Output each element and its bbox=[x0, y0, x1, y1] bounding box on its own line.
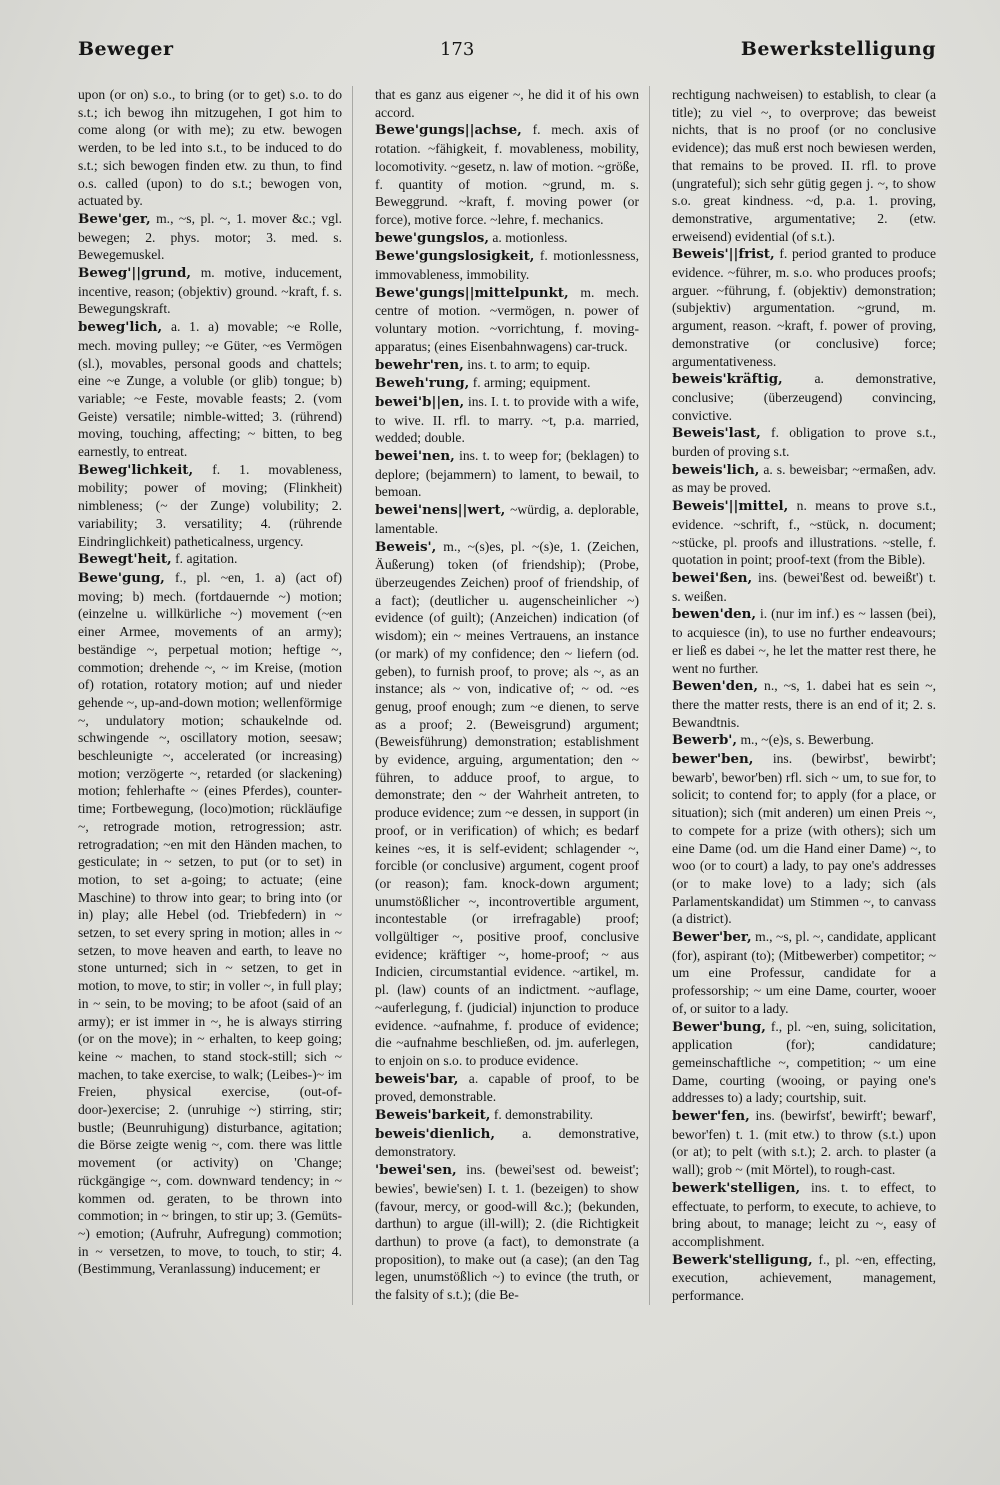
text-columns bbox=[78, 86, 936, 1305]
dictionary-entry bbox=[375, 374, 639, 393]
entry-headword: bewei'ßen, bbox=[672, 569, 753, 586]
dictionary-entry bbox=[78, 264, 342, 318]
entry-headword: bewe'gungslos, bbox=[375, 229, 489, 246]
entry-headword: beweg'lich, bbox=[78, 319, 163, 336]
entry-definition: ins. t. to arm; to equip. bbox=[467, 356, 591, 372]
entry-headword: Beweg'||grund, bbox=[78, 265, 192, 282]
dictionary-entry bbox=[78, 86, 342, 210]
entry-definition: ins. t. to weep for; (beklagen) to deplore; (bejammern) to lament, to bewail, to bemoan. bbox=[375, 448, 640, 500]
dictionary-entry bbox=[78, 550, 342, 569]
entry-headword: Bewe'gungs||mittelpunkt, bbox=[375, 284, 569, 301]
entry-headword: bewei'nen, bbox=[375, 448, 455, 465]
column-2 bbox=[375, 86, 650, 1305]
column-1 bbox=[78, 86, 353, 1305]
dictionary-entry bbox=[672, 928, 936, 1018]
dictionary-entry bbox=[375, 501, 639, 537]
entry-headword: beweis'dienlich, bbox=[375, 1125, 496, 1142]
entry-headword: Beweis'barkeit, bbox=[375, 1107, 491, 1124]
dictionary-entry bbox=[375, 1070, 639, 1106]
entry-definition: rechtigung nachweisen) to establish, to clear (a title); zu viel ~, to overprove; das beweist nichts, that is no proof (or no conclusive evidence); das muß erst noch bewiesen werden, that remains to be proved. II. rfl. to prove (ungrateful); sich sehr gütig gegen j. ~, to show s.o. great kindness. ~d, p.a. 1. proving, demonstrative, argumentative; 2. (etw. erweisend) evidential (of s.t.). bbox=[672, 87, 936, 244]
page-header bbox=[78, 38, 936, 84]
dictionary-entry bbox=[375, 229, 639, 248]
entry-definition: f. demonstrability. bbox=[493, 1107, 594, 1123]
entry-headword: bewei'nens||wert, bbox=[375, 502, 506, 519]
entry-headword: bewen'den, bbox=[672, 606, 757, 623]
dictionary-entry bbox=[672, 731, 936, 750]
dictionary-entry bbox=[78, 318, 342, 461]
entry-definition: m., ~(e)s, s. Bewerbung. bbox=[740, 732, 874, 748]
entry-definition: a. capable of proof, to be proved, demonstrable. bbox=[375, 1070, 639, 1105]
entry-headword: Bewen'den, bbox=[672, 678, 758, 695]
entry-definition: f., pl. ~en, 1. a) (act of) moving; b) mech. (fortdauernde ~) motion; (einzelne u. willkürliche ~) movement (~en einer Armee, movements of an army); beständige ~, perpetual motion; heftige ~, commotion; drehende ~, ~ im Kreise, (motion of) rotation, rotatory motion; auf und nieder gehende ~, up-and-down motion; wellenförmige ~, undulatory motion; schaukelnde od. schwingende ~, oscillatory motion, seesaw; beschleunigte ~, accelerated (or increasing) motion; verzögerte ~, retarded (or slackening) motion; fehlerhafte ~ (eines Pferdes), counter-time; Fortbewegung, (loco)motion; rückläufige ~, retrograde motion, retrogression; astr. retrogradation; ~en mit den Händen machen, to gesticulate; in ~ setzen, to put (or to set) in motion, to set a-going; to actuate; (eine Maschine) to throw into gear; to bring into (or in) play; alle Hebel (od. Triebfedern) in ~ setzen, to set every spring in motion; alles in ~ setzen, to move heaven and earth, to leave no stone unturned; sich in ~ setzen, to get in motion, to move, to stir; in voller ~, in full play; in ~ sein, to be moving; to be afoot (said of an army); er ist immer in ~, he is always stirring (or on the move); in ~ erhalten, to keep going; keine ~ machen, to stand stock-still; sich ~ machen, to take exercise, to walk; (Leibes-)~ im Freien, physical exercise, (out-of-door-)exercise; 2. (unruhige ~) stirring, stir; bustle; (Beunruhigung) disturbance, agitation; die Börse zeigte wenig ~, com. there was little movement (or activity) on 'Change; rückgängige ~, com. downward tendency; in ~ kommen od. geraten, to be thrown into commotion; in ~ bringen, to stir up; 3. (Gemüts-~) emotion; (Aufruhr, Aufregung) commotion; in ~ versetzen, to move, to touch, to stir; 4. (Bestimmung, Veranlassung) inducement; er bbox=[78, 569, 342, 1277]
entry-definition: m. mech. centre of motion. ~vermögen, n. power of voluntary motion. ~vorrichtung, f. moving-apparatus; (eines Eisenbahnwagens) car-truck. bbox=[375, 284, 639, 354]
entry-definition: ~würdig, a. deplorable, lamentable. bbox=[375, 502, 639, 536]
entry-headword: Beweis'last, bbox=[672, 425, 761, 442]
dictionary-entry bbox=[375, 356, 639, 375]
entry-definition: ins. (bewirbst', bewirbt'; bewarb', bewor'ben) rfl. sich ~ um, to sue for, to solicit; to contend for; to apply (for a place, or situation); sich (mit anderen) um einen Preis ~, to compete for a prize (with others); sich um eine Dame (od. um die Hand einer Dame) ~, to woo (or to court) a lady, to pay one's addresses (or to make love) to a lady; sich (als Parlamentskandidat) um Stimmen ~, to canvass (a district). bbox=[672, 751, 937, 927]
entry-headword: Bewerb', bbox=[672, 732, 738, 749]
entry-definition: ins. (bewei'sest od. beweist'; bewies', bewie'sen) I. t. 1. (bezeigen) to show (favour, mercy, or good-will &c.); (bekunden, darthun) to argue (ill-will); 2. (die Richtigkeit darthun) to prove (a fact), to demonstrate (a proposition), to make out (a case); (an den Tag legen, unumstößlich ~) to evince (the truth, or the falsity of s.t.); (die Be- bbox=[375, 1162, 639, 1303]
entry-headword: bewehr'ren, bbox=[375, 356, 464, 373]
entry-headword: Bewe'gungslosigkeit, bbox=[375, 248, 535, 265]
entry-headword: Bewe'gung, bbox=[78, 569, 165, 586]
entry-definition: f. 1. movableness, mobility; power of moving; (Flinkheit) nimbleness; (~ der Zunge) volubility; 2. variability; 3. versatility; 4. (rührende Eindringlichkeit) patheticalness, urgency. bbox=[78, 461, 342, 549]
entry-headword: Beweg'lichkeit, bbox=[78, 461, 194, 478]
entry-headword: Beweis'||frist, bbox=[672, 246, 775, 263]
entry-definition: i. (nur im inf.) es ~ lassen (bei), to acquiesce (in), to use no further endeavours; er ließ es dabei ~, he let the matter rest there, he went no further. bbox=[672, 606, 936, 676]
entry-definition: m. motive, inducement, incentive, reason; (objektiv) ground. ~kraft, f. s. Bewegungskraft. bbox=[78, 265, 342, 317]
entry-headword: Beweis'||mittel, bbox=[672, 498, 789, 515]
entry-headword: Bewegt'heit, bbox=[78, 551, 172, 568]
dictionary-entry bbox=[375, 538, 639, 1070]
page-number: 173 bbox=[439, 39, 475, 60]
entry-definition: n. means to prove s.t., evidence. ~schrift, f., ~stück, n. document; ~stücke, pl. proofs and illustrations. ~stelle, f. quotation in point; proof-text (from the Bible). bbox=[672, 498, 936, 568]
entry-headword: Bewer'ber, bbox=[672, 929, 752, 946]
dictionary-entry bbox=[672, 86, 936, 245]
dictionary-entry bbox=[672, 1107, 936, 1179]
entry-headword: Beweh'rung, bbox=[375, 375, 470, 392]
entry-headword: Bewerk'stelligung, bbox=[672, 1251, 813, 1268]
dictionary-entry bbox=[672, 569, 936, 605]
dictionary-entry bbox=[672, 750, 936, 928]
entry-headword: 'bewei'sen, bbox=[375, 1162, 457, 1179]
entry-headword: bewer'fen, bbox=[672, 1108, 750, 1125]
entry-definition: a. motionless. bbox=[492, 229, 568, 245]
entry-definition: n., ~s, 1. dabei hat es sein ~, there the matter rests, there is an end of it; 2. s. Bewandtnis. bbox=[672, 678, 937, 730]
entry-definition: that es ganz aus eigener ~, he did it of his own accord. bbox=[375, 87, 639, 120]
entry-definition: a. demonstrative, demonstratory. bbox=[375, 1125, 639, 1160]
dictionary-entry bbox=[375, 284, 639, 356]
header-last-entry: Bewerkstelligung bbox=[740, 38, 936, 60]
entry-headword: beweis'kräftig, bbox=[672, 371, 783, 388]
dictionary-entry bbox=[672, 461, 936, 497]
dictionary-entry bbox=[672, 677, 936, 731]
dictionary-entry bbox=[375, 247, 639, 283]
entry-definition: f., pl. ~en, suing, solicitation, application (for); candidature; gemeinschaftliche ~, competition; ~ um eine Dame, courting (wooing, or paying one's addresses to) a lady; courtship, suit. bbox=[672, 1018, 937, 1106]
entry-definition: upon (or on) s.o., to bring (or to get) s.o. to do s.t.; ich bewog ihn mitzugehen, I got him to come along (or with me); zu etw. bewogen werden, to be led into s.t., to be induced to do s.t.; sich bewogen finden etw. zu thun, to find o.s. called (upon) to do s.t.; bewogen von, actuated by. bbox=[78, 87, 342, 209]
entry-headword: Beweis', bbox=[375, 538, 437, 555]
entry-definition: a. 1. a) movable; ~e Rolle, mech. moving pulley; ~e Güter, ~es Vermögen (sl.), movables, personal goods and chattels; eine ~e Zunge, a voluble (or glib) tongue; b) variable; ~e Feste, movable feasts; 2. (vom Geiste) versatile; nimble-witted; 3. (rührend) moving, touching, affecting; ~ bitten, to beg earnestly, to entreat. bbox=[78, 319, 342, 460]
entry-definition: f. mech. axis of rotation. ~fähigkeit, f. movableness, mobility, locomotivity. ~gesetz, n. law of motion. ~größe, f. quantity of motion. ~grund, m. s. Beweggrund. ~kraft, f. moving power (or force), motive force. ~lehre, f. mechanics. bbox=[375, 122, 639, 227]
entry-definition: f., pl. ~en, effecting, execution, achievement, management, performance. bbox=[672, 1251, 936, 1304]
dictionary-entry bbox=[375, 121, 639, 228]
entry-headword: bewer'ben, bbox=[672, 751, 754, 768]
entry-headword: beweis'bar, bbox=[375, 1070, 459, 1087]
entry-definition: ins. (bewirfst', bewirft'; bewarf', bewor'fen) t. 1. (mit etw.) to throw (s.t.) upon (or at); to pelt (with s.t.); 2. arch. to plaster (a wall); grob ~ (mit Mörtel), to rough-cast. bbox=[672, 1108, 936, 1178]
dictionary-entry bbox=[672, 1251, 936, 1305]
entry-definition: f. obligation to prove s.t., burden of proving s.t. bbox=[672, 425, 936, 460]
column-3 bbox=[672, 86, 936, 1305]
entry-definition: f. motionlessness, immovableness, immobility. bbox=[375, 248, 639, 283]
entry-definition: ins. t. to effect, to effectuate, to perform, to execute, to achieve, to bring about, to manage; leicht zu ~, easy of accomplishment. bbox=[672, 1179, 936, 1249]
dictionary-entry bbox=[375, 86, 639, 121]
dictionary-entry bbox=[672, 245, 936, 370]
entry-definition: f. agitation. bbox=[175, 551, 238, 567]
dictionary-entry bbox=[78, 210, 342, 264]
entry-definition: ins. I. t. to provide with a wife, to wive. II. rfl. to marry. ~t, p.a. married, wedded; double. bbox=[375, 393, 639, 446]
dictionary-entry bbox=[375, 447, 639, 501]
entry-definition: ins. (bewei'ßest od. beweißt') t. s. weißen. bbox=[672, 569, 936, 604]
dictionary-entry bbox=[375, 1161, 639, 1304]
entry-definition: a. s. beweisbar; ~ermaßen, adv. as may be proved. bbox=[672, 461, 936, 496]
dictionary-entry bbox=[672, 424, 936, 460]
entry-headword: bewei'b||en, bbox=[375, 393, 465, 410]
entry-headword: Bewer'bung, bbox=[672, 1018, 766, 1035]
entry-definition: a. demonstrative, conclusive; (überzeugend) convincing, convictive. bbox=[672, 371, 936, 423]
entry-definition: m., ~s, pl. ~, candidate, applicant (for), aspirant (to); (Mitbewerber) competitor; ~ um eine Professur, candidate for a professorship; ~ um eine Dame, courter, wooer of, or suitor to a lady. bbox=[672, 929, 936, 1016]
dictionary-entry bbox=[672, 1018, 936, 1108]
dictionary-entry bbox=[672, 497, 936, 569]
dictionary-entry bbox=[375, 1125, 639, 1161]
dictionary-entry bbox=[375, 393, 639, 447]
dictionary-entry bbox=[375, 1106, 639, 1125]
header-first-entry: Beweger bbox=[78, 38, 174, 60]
entry-headword: Bewe'gungs||achse, bbox=[375, 122, 522, 139]
entry-headword: bewerk'stelligen, bbox=[672, 1179, 801, 1196]
dictionary-entry bbox=[78, 569, 342, 1278]
dictionary-entry bbox=[672, 370, 936, 424]
dictionary-entry bbox=[78, 461, 342, 551]
dictionary-entry bbox=[672, 1179, 936, 1251]
entry-definition: f. arming; equipment. bbox=[472, 375, 591, 391]
entry-headword: Bewe'ger, bbox=[78, 210, 151, 227]
entry-definition: f. period granted to produce evidence. ~führer, m. s.o. who produces proofs; arguer. ~führung, f. (objektiv) demonstration; (subjektiv) argumentation. ~grund, m. argument, reason. ~kraft, f. power of proving, demonstrative (or conclusive) force; argumentativeness. bbox=[672, 246, 936, 369]
entry-definition: m., ~s, pl. ~, 1. mover &c.; vgl. bewegen; 2. phys. motor; 3. med. s. Bewegemuskel. bbox=[78, 210, 343, 263]
entry-definition: m., ~(s)es, pl. ~(s)e, 1. (Zeichen, Äußerung) token (of friendship); (Probe, überzeugendes Zeichen) proof of friendship, of a fact); (deutlicher u. augenscheinlicher ~) evidence (of guilt); (Anzeichen) indication (of wisdom); ein ~ meines Vertrauens, an instance (or mark) of my confidence; den ~ liefern (od. geben), to furnish proof, to prove; als ~, as an instance; als ~ von, indicative of; ~ od. ~es genug, proof enough; zum ~e dienen, to serve as a proof; 2. (Beweisgrund) argument; (Beweisführung) demonstration; establishment by evidence, arguing, argumentation; den ~ führen, to adduce proof, to argue, to demonstrate; den ~ der Wahrheit antreten, to produce evidence; zum ~e dessen, in support (in proof, or in verification) of which; es bedarf keines ~es, it is self-evident; schlagender ~, forcible (or conclusive) argument, cogent proof (or reason); fam. knock-down argument; unumstößlicher ~, incontrovertible argument, incontestable (or irrefragable) proof; vollgültiger ~, positive proof, conclusive evidence; kräftiger ~, home-proof; ~ aus Indicien, circumstantial evidence. ~artikel, m. pl. (law) counts of an indictment. ~auflage, ~auferlegung, f. (judicial) injunction to produce evidence. ~aufnahme, f. produce of evidence; die ~aufnahme beschließen, od. jm. auferlegen, to enjoin on s.o. to produce evidence. bbox=[375, 538, 640, 1068]
dictionary-entry bbox=[672, 605, 936, 677]
entry-headword: beweis'lich, bbox=[672, 461, 760, 478]
